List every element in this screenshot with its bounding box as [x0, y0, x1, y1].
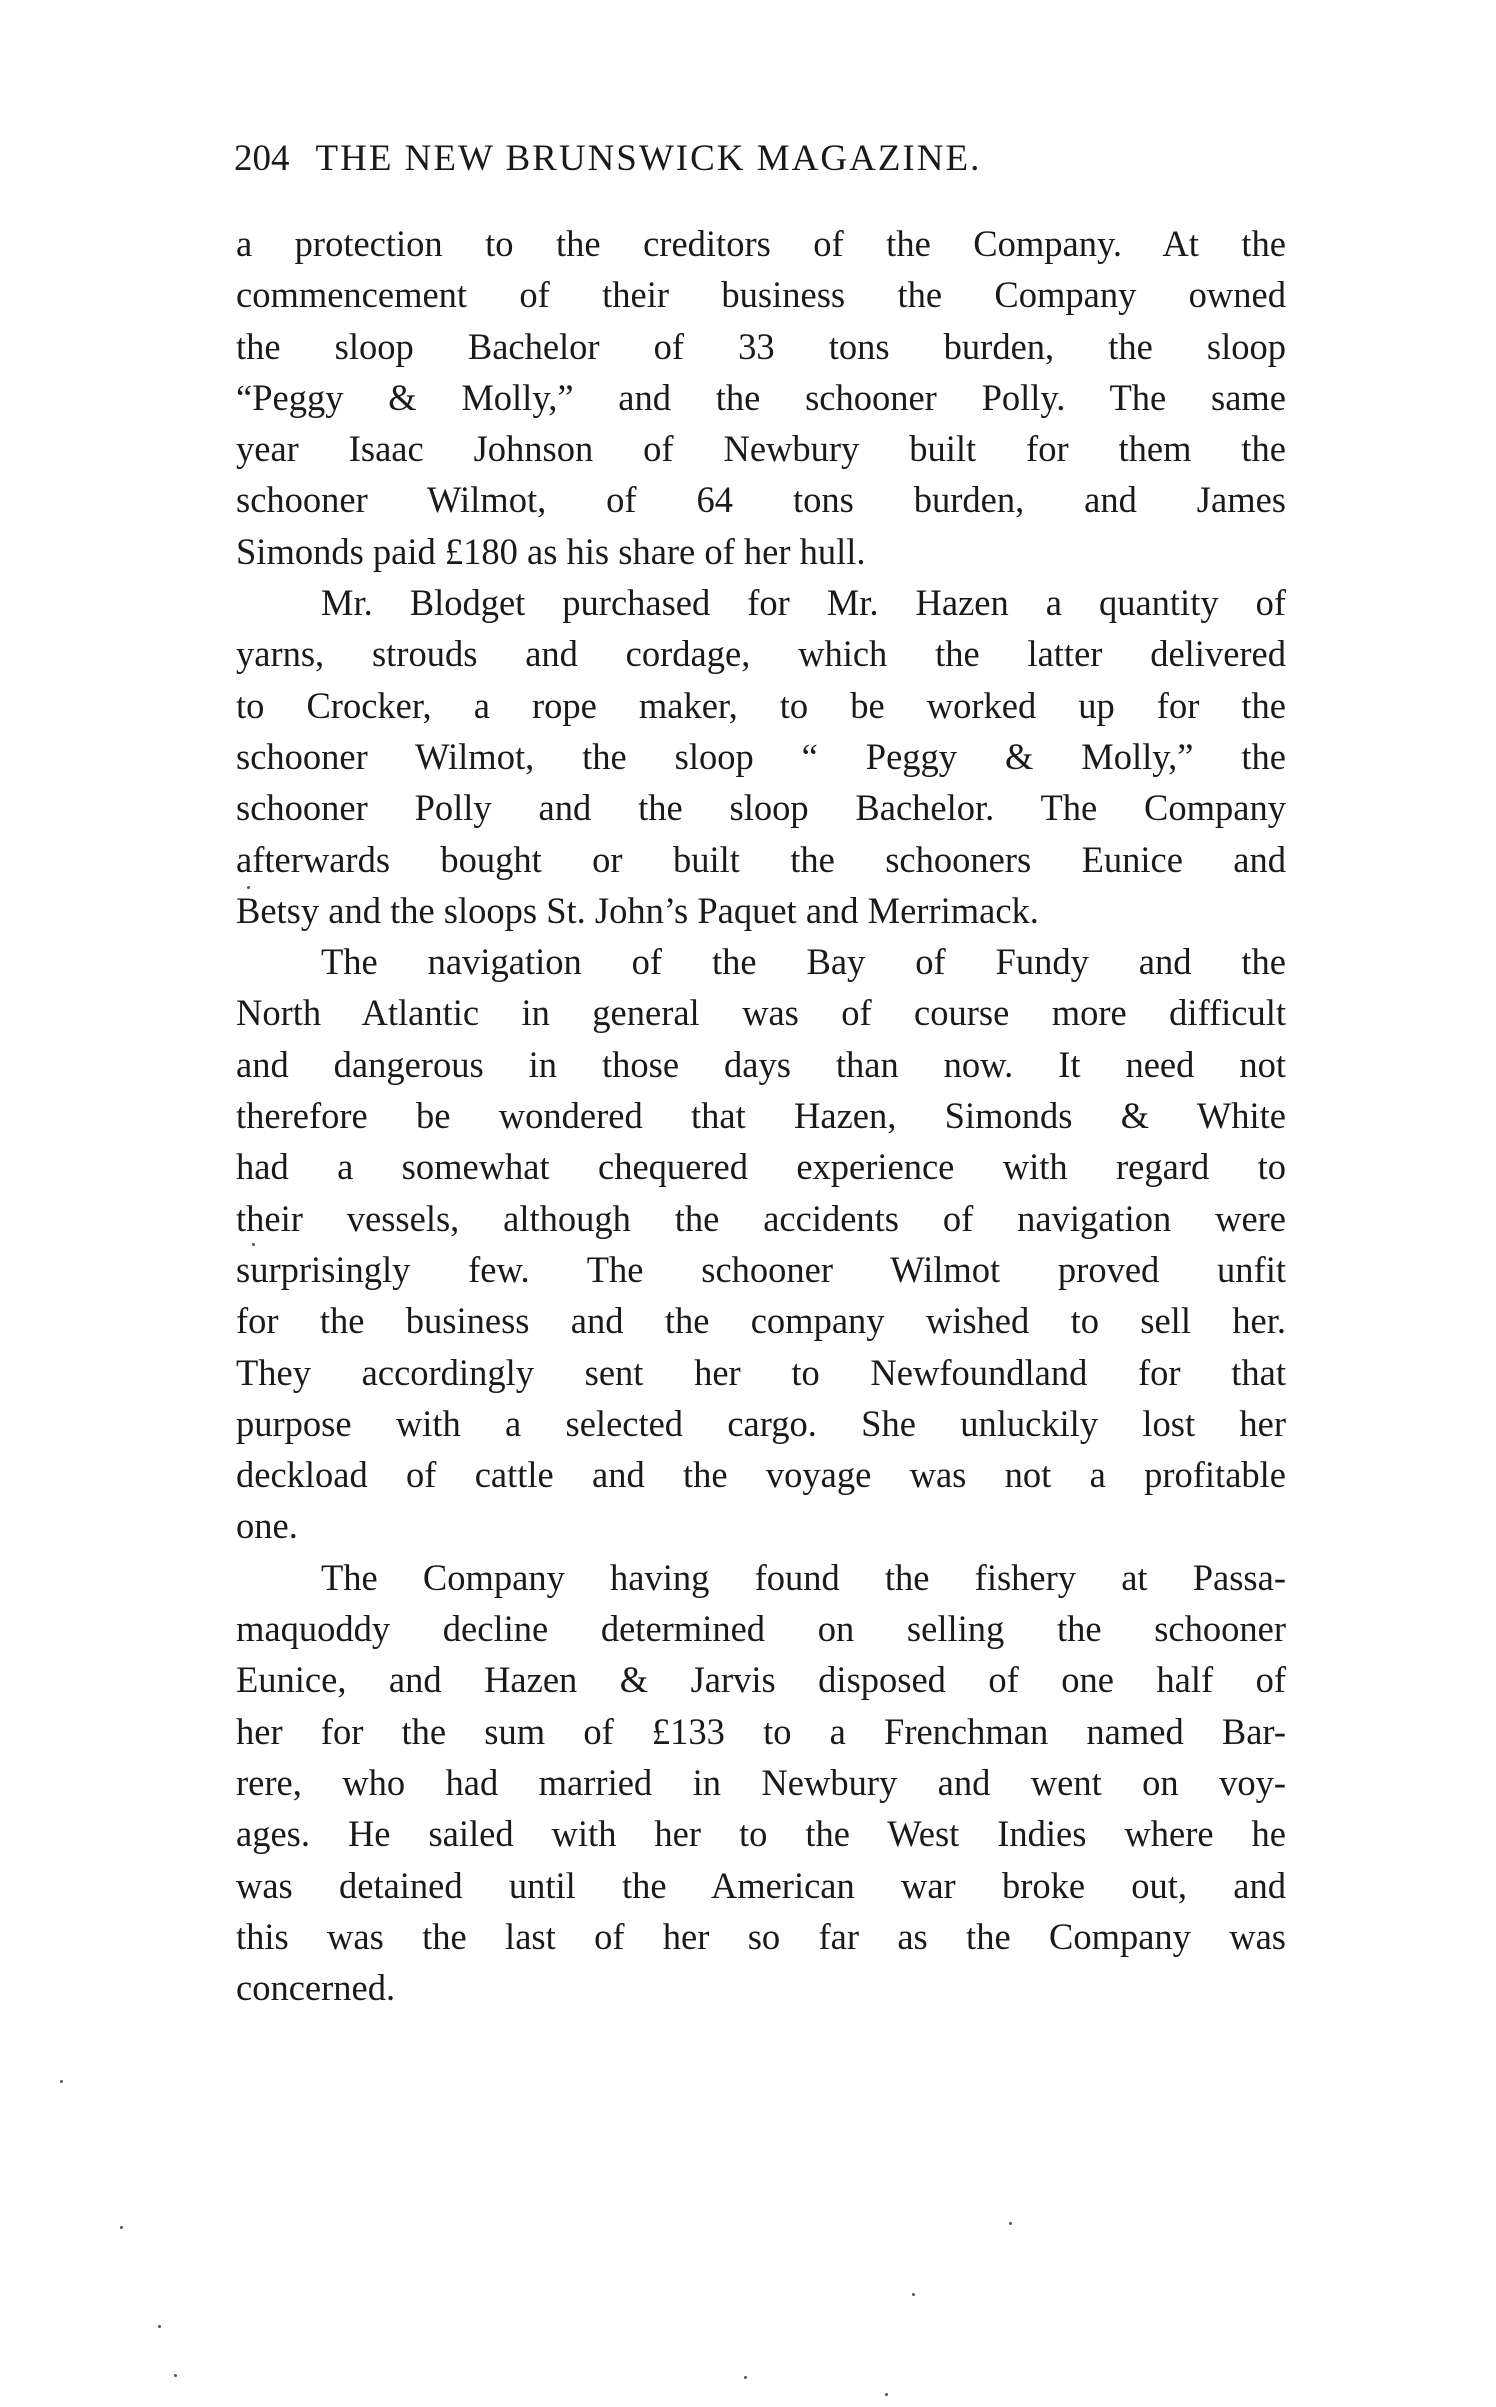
- text-line: yarns, strouds and cordage, which the latter delivered: [236, 633, 1286, 675]
- text-line: They accordingly sent her to Newfoundland for that: [236, 1351, 1286, 1393]
- text-line: ages. He sailed with her to the West Indies where he: [236, 1813, 1286, 1855]
- text-line: surprisingly few. The schooner Wilmot proved unfit: [236, 1248, 1286, 1290]
- scan-speck: [1009, 2222, 1012, 2225]
- text-line: and dangerous in those days than now. It need not: [236, 1043, 1286, 1085]
- text-line: her for the sum of £133 to a Frenchman named Bar-: [236, 1710, 1286, 1752]
- scan-speck: [158, 2325, 161, 2328]
- text-line: for the business and the company wished to sell her.: [236, 1300, 1286, 1342]
- page-number: 204: [234, 138, 290, 179]
- text-line: North Atlantic in general was of course more difficult: [236, 992, 1286, 1034]
- scan-speck: [60, 2080, 63, 2083]
- scan-speck: [252, 1243, 255, 1246]
- text-line: Betsy and the sloops St. John’s Paquet and Merrimack.: [236, 889, 1039, 931]
- text-line: deckload of cattle and the voyage was not a profitable: [236, 1454, 1286, 1496]
- scan-speck: [174, 2374, 177, 2377]
- text-line: this was the last of her so far as the Company was: [236, 1915, 1286, 1957]
- text-line: year Isaac Johnson of Newbury built for them the: [236, 428, 1286, 470]
- text-line: rere, who had married in Newbury and went on voy-: [236, 1761, 1286, 1803]
- body-text: [236, 218, 1286, 2013]
- text-line: afterwards bought or built the schooners Eunice and: [236, 838, 1286, 880]
- text-line: was detained until the American war broke out, and: [236, 1864, 1286, 1906]
- text-line: therefore be wondered that Hazen, Simonds & White: [236, 1095, 1286, 1137]
- paragraph-first-line: Mr. Blodget purchased for Mr. Hazen a quantity of: [321, 582, 1286, 624]
- text-line: had a somewhat chequered experience with regard to: [236, 1146, 1286, 1188]
- running-title: THE NEW BRUNSWICK MAGAZINE.: [315, 138, 982, 179]
- scan-speck: [247, 886, 250, 889]
- text-line: concerned.: [236, 1967, 396, 2009]
- text-line: schooner Polly and the sloop Bachelor. The Company: [236, 787, 1286, 829]
- text-line: purpose with a selected cargo. She unluckily lost her: [236, 1402, 1286, 1444]
- text-line: Eunice, and Hazen & Jarvis disposed of one half of: [236, 1659, 1286, 1701]
- text-line: Simonds paid £180 as his share of her hull.: [236, 530, 866, 572]
- text-line: commencement of their business the Company owned: [236, 274, 1286, 316]
- text-line: schooner Wilmot, of 64 tons burden, and James: [236, 479, 1286, 521]
- scan-speck: [885, 2393, 888, 2396]
- text-line: their vessels, although the accidents of navigation were: [236, 1197, 1286, 1239]
- text-line: maquoddy decline determined on selling the schooner: [236, 1608, 1286, 1650]
- running-head: [234, 134, 1184, 184]
- paragraph-first-line: The Company having found the fishery at Passa-: [321, 1556, 1286, 1598]
- text-line: one.: [236, 1505, 298, 1547]
- scan-speck: [744, 2376, 747, 2379]
- scan-speck: [120, 2226, 123, 2229]
- text-line: “Peggy & Molly,” and the schooner Polly. The same: [236, 376, 1286, 418]
- text-line: the sloop Bachelor of 33 tons burden, the sloop: [236, 325, 1286, 367]
- scan-speck: [912, 2293, 915, 2296]
- text-line: schooner Wilmot, the sloop “ Peggy & Molly,” the: [236, 735, 1286, 777]
- text-line: to Crocker, a rope maker, to be worked up for the: [236, 684, 1286, 726]
- paragraph-first-line: The navigation of the Bay of Fundy and the: [321, 941, 1286, 983]
- text-line: a protection to the creditors of the Company. At the: [236, 223, 1286, 264]
